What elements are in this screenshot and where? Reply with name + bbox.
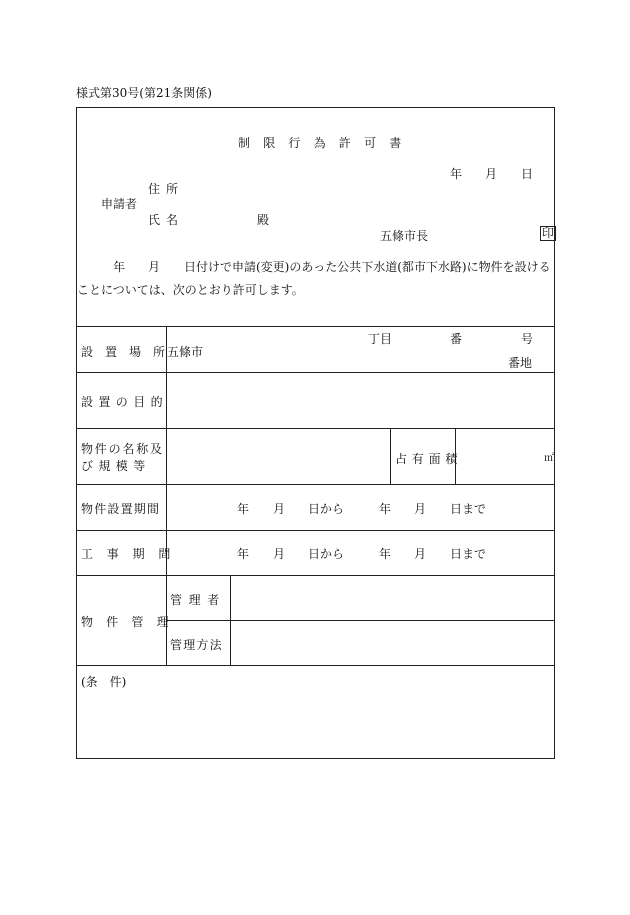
item-name-label-2: び規模等 xyxy=(81,459,151,473)
row-divider xyxy=(76,372,555,373)
body-text-line1: 日付けで申請(変更)のあった公共下水道(都市下水路)に物件を設ける xyxy=(184,260,551,274)
row-divider xyxy=(76,575,555,576)
location-label: 設置場所 xyxy=(81,345,178,359)
period-until: 日まで xyxy=(450,502,487,516)
manager-label: 管理者 xyxy=(170,593,226,607)
location-ban: 番 xyxy=(450,332,463,346)
body-month: 月 xyxy=(148,260,161,274)
date-month: 月 xyxy=(485,167,498,181)
area-unit: ㎡ xyxy=(544,453,554,464)
location-go: 号 xyxy=(521,332,534,346)
name-label: 氏名 xyxy=(148,213,185,227)
area-label: 占有面積 xyxy=(395,452,463,466)
honorific: 殿 xyxy=(257,213,270,227)
construction-month1: 月 xyxy=(273,547,286,561)
construction-until: 日まで xyxy=(450,547,487,561)
purpose-label: 設置の目的 xyxy=(81,395,169,409)
seal-stamp: 印 xyxy=(542,226,555,240)
row-divider xyxy=(76,428,555,429)
column-divider xyxy=(390,428,391,484)
management-label: 物件管理 xyxy=(81,615,182,629)
period-year2: 年 xyxy=(379,502,392,516)
period-month1: 月 xyxy=(273,502,286,516)
construction-month2: 月 xyxy=(414,547,427,561)
period-month2: 月 xyxy=(414,502,427,516)
management-method-label: 管理方法 xyxy=(170,638,223,652)
row-divider xyxy=(76,665,555,666)
form-title: 制限行為許可書 xyxy=(238,136,415,150)
form-number: 様式第30号(第21条関係) xyxy=(76,86,212,100)
location-city: 五條市 xyxy=(167,345,204,359)
period-year1: 年 xyxy=(237,502,250,516)
location-chome: 丁目 xyxy=(368,332,393,346)
body-year: 年 xyxy=(113,260,126,274)
conditions-label: (条 件) xyxy=(81,675,127,689)
issuer-title: 五條市長 xyxy=(380,229,429,243)
row-divider xyxy=(76,530,555,531)
construction-year1: 年 xyxy=(237,547,250,561)
period-label: 物件設置期間 xyxy=(81,502,161,516)
row-divider xyxy=(76,484,555,485)
address-label: 住所 xyxy=(148,182,185,196)
item-name-label-1: 物件の名称及 xyxy=(81,442,164,456)
construction-label: 工事期間 xyxy=(81,547,185,561)
date-day: 日 xyxy=(521,167,534,181)
row-divider xyxy=(76,326,555,327)
row-divider xyxy=(166,620,555,621)
applicant-label: 申請者 xyxy=(101,197,138,211)
period-from: 日から xyxy=(308,502,345,516)
construction-from: 日から xyxy=(308,547,345,561)
construction-year2: 年 xyxy=(379,547,392,561)
column-divider xyxy=(230,575,231,665)
location-banchi: 番地 xyxy=(508,356,533,370)
form-frame xyxy=(76,107,555,759)
body-text-line2: ことについては、次のとおり許可します。 xyxy=(77,283,304,297)
date-year: 年 xyxy=(450,167,463,181)
